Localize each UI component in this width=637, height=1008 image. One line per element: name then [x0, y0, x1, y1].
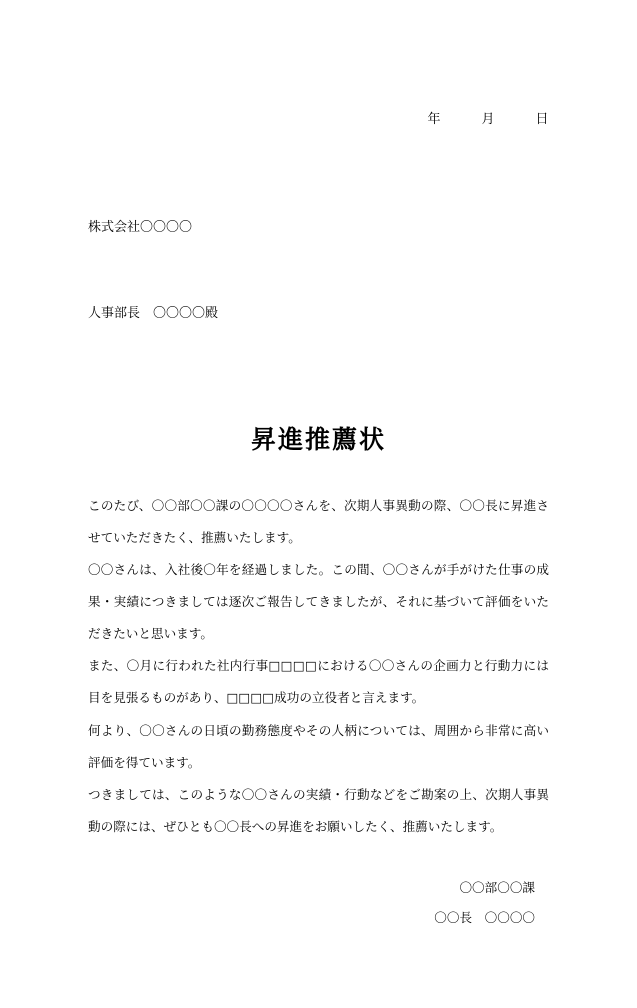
date-line: 年 月 日: [427, 112, 549, 127]
recipient-person: 人事部長 〇〇〇〇殿: [88, 305, 219, 321]
recipient-block: [88, 157, 549, 386]
recipient-company: 株式会社〇〇〇〇: [88, 220, 193, 236]
body-paragraph: つきましては、このような〇〇さんの実績・行動などをご勘案の上、次期人事異動の際には、ぜひとも〇〇長への昇進をお願いしたく、推薦いたします。: [88, 786, 549, 834]
signature-block: [88, 873, 549, 933]
body-paragraph: このたび、〇〇部〇〇課の〇〇〇〇さんを、次期人事異動の際、〇〇長に昇進させていただきたく、推薦いたします。: [88, 497, 549, 545]
page-title: 昇進推薦状: [250, 424, 386, 454]
document-page: [0, 108, 637, 1008]
body-paragraph: また、〇月に行われた社内行事□□□□における〇〇さんの企画力と行動力には目を見張るものがあり、□□□□成功の立役者と言えます。: [88, 658, 549, 706]
body-paragraph: 何より、〇〇さんの日頃の勤務態度やその人柄については、周囲から非常に高い評価を得ています。: [88, 722, 549, 770]
signature-name: 〇〇長 〇〇〇〇: [434, 910, 535, 926]
body-text: [88, 490, 549, 843]
body-paragraph: 〇〇さんは、入社後〇年を経過しました。この間、〇〇さんが手がけた仕事の成果・実績につきましては逐次ご報告してきましたが、それに基づいて評価をいただきたいと思います。: [88, 561, 549, 642]
signature-department: 〇〇部〇〇課: [459, 879, 535, 895]
